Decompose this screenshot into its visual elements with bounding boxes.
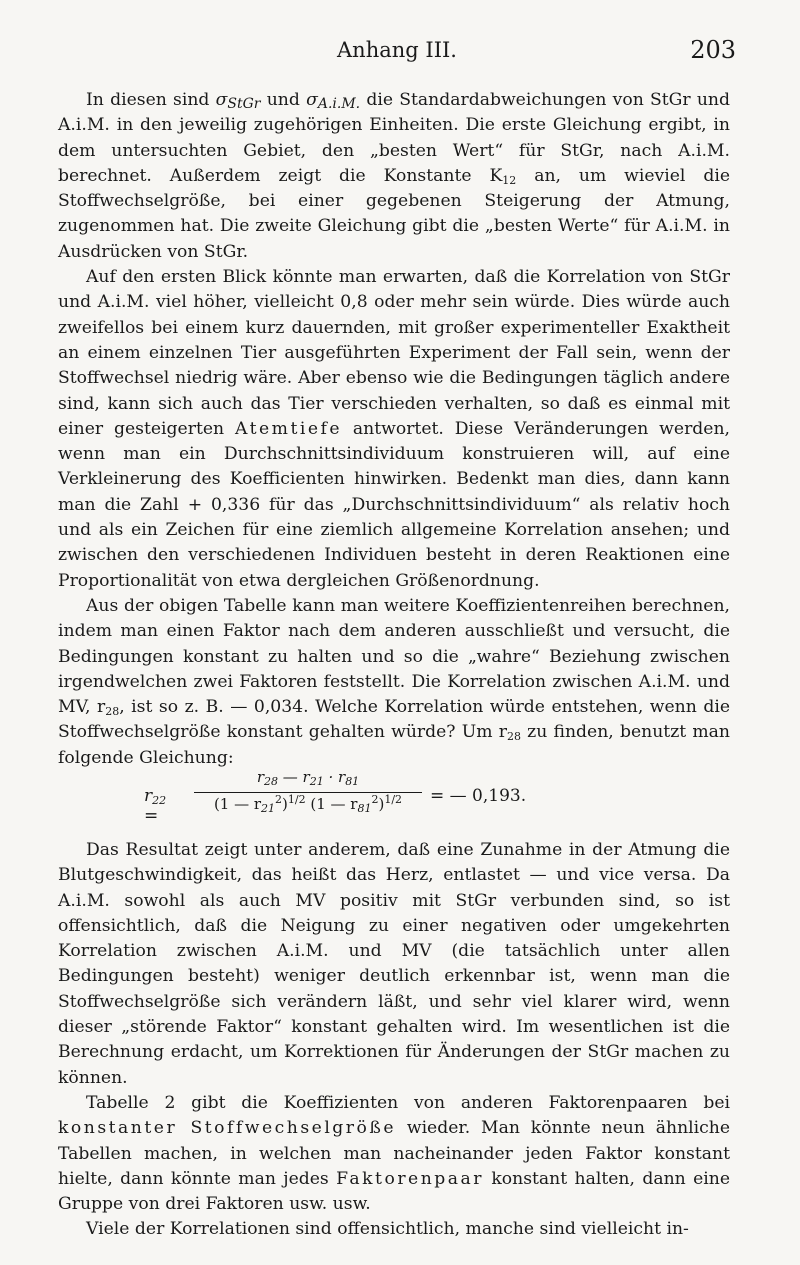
sigma-subscript: StGr (227, 96, 261, 112)
formula-symbol: · r (323, 768, 346, 786)
paragraph-6: Viele der Korrelationen sind offensichtlich, manche sind vielleicht in- (86, 1219, 689, 1240)
text-run: Tabelle 2 gibt die Koeffizienten von anderen Faktorenpaaren bei (86, 1092, 730, 1113)
text-run: In diesen sind (86, 90, 216, 110)
formula-superscript: 2 (275, 793, 283, 806)
paragraph-2 (58, 265, 730, 594)
text-run: antwortet. Diese Veränderungen werden, wenn man ein Durchschnittsindividuum konstruieren will, auf eine Verkleinerung des Koefficienten hinwirken. Bedenkt man dies, dann kann man die Zahl + 0,336 für das „Durchschnittsindividuum“ als relativ hoch und als ein Zeichen für eine ziemlich allgemeine Korrelation ansehen; und zwischen den verschiedenen Individuen besteht in deren Reaktionen eine Proportionalität von etwa dergleichen Größenordnung. (58, 418, 730, 591)
text-run: Auf den ersten Blick könnte man erwarten, daß die Korrelation von StGr und A.i.M. viel höher, vielleicht 0,8 oder mehr sein würde. Dies würde auch zweifellos bei einem kurz dauernden, mit großer experimenteller Exaktheit an einem einzelnen Tier ausgeführten Experiment der Fall sein, wenn der Stoffwechsel niedrig wäre. Aber ebenso wie die Bedingungen täglich andere sind, kann sich auch das Tier verschieden verhalten, so daß es einmal mit einer gesteigerten (58, 267, 730, 439)
constant-subscript: 12 (502, 173, 517, 187)
formula-denominator (192, 793, 424, 819)
formula-symbol: ) (378, 795, 385, 813)
formula-lhs (144, 786, 166, 826)
emphasis-spaced: Atemtiefe (234, 418, 343, 439)
formula-symbol: r (144, 786, 153, 806)
text-run: an, um wieviel die Stoffwechselgröße, bei einer gegebenen Steigerung der Atmung, zugenommen hat. Die zweite Gleichung gibt die „besten Werte“ für A.i.M. in Ausdrücken von StGr. (58, 165, 730, 262)
body-text-bottom (58, 838, 730, 1243)
formula-subscript: 28 (263, 775, 278, 788)
text-run: zu finden, benutzt man folgende Gleichung: (58, 722, 731, 768)
text-run: , ist so z. B. — 0,034. Welche Korrelation würde entstehen, wenn die Stoffwechselgröße konstant gehalten würde? Um r (58, 697, 730, 743)
sigma-symbol: σ (306, 90, 318, 110)
formula-superscript: 2 (371, 793, 379, 806)
sigma-subscript: A.i.M. (317, 96, 361, 112)
formula-result: = — 0,193. (430, 786, 527, 806)
sigma-symbol: σ (215, 90, 228, 110)
formula-symbol: r (256, 768, 264, 786)
text-run: und (260, 90, 307, 110)
running-title: Anhang III. (337, 38, 457, 62)
text-run: die Standardabweichungen von StGr und A.i.M. in den jeweilig zugehörigen Einheiten. Die erste Gleichung ergibt, in dem untersuchten Gebiet, den „besten Wert“ für StGr, nach A.i.M. berechnet. Außerdem zeigt die Konstante K (58, 90, 731, 186)
formula-exponent: 1/2 (287, 793, 306, 806)
r-subscript: 28 (105, 705, 120, 719)
formula-symbol: ) (282, 795, 288, 813)
formula-symbol: (1 — r (213, 795, 262, 813)
r-subscript: 28 (506, 730, 521, 744)
emphasis-spaced: Faktorenpaar (336, 1168, 484, 1189)
formula-exponent: 1/2 (384, 793, 403, 806)
body-text-top (58, 88, 730, 771)
formula-subscript: 22 (152, 794, 167, 807)
formula-symbol: (1 — r (305, 795, 358, 813)
paragraph-1 (58, 88, 730, 265)
paragraph-4: Das Resultat zeigt unter anderem, daß eine Zunahme in der Atmung die Blutgeschwindigkeit, das heißt das Herz, entlastet — und vice versa. Da A.i.M. sowohl als auch MV positiv mit StGr verbunden sind, so ist offensichtlich, daß die Neigung zu einer negativen oder umgekehrten Korrelation zwischen A.i.M. und MV (die tatsächlich unter allen Bedingungen besteht) weniger deutlich erkennbar ist, wenn man die Stoffwechselgröße sich verändern läßt, und sehr viel klarer wird, wenn dieser „störende Faktor“ konstant gehalten wird. Im wesentlichen ist die Berechnung erdacht, um Korrektionen für Änderungen der StGr machen zu können. (58, 840, 730, 1088)
paragraph-5 (58, 1091, 730, 1217)
formula-numerator (192, 768, 424, 792)
paragraph-3 (58, 594, 730, 771)
formula-subscript: 21 (261, 802, 276, 815)
page-header (58, 36, 736, 70)
formula-subscript: 81 (345, 775, 360, 788)
text-run: Aus der obigen Tabelle kann man weitere Koeffizientenreihen berechnen, indem man einen Faktor nach dem anderen ausschließt und versucht, die Bedingungen konstant zu halten und so die „wahre“ Beziehung zwischen irgendwelchen zwei Faktoren feststellt. Die Korrelation zwischen A.i.M. und MV, r (58, 595, 730, 718)
formula-subscript: 81 (357, 802, 372, 815)
formula-fraction (192, 768, 424, 819)
page-number: 203 (690, 36, 736, 64)
text-run: wieder. Man könnte neun ähnliche Tabellen machen, in welchen man nacheinander jeden Faktor konstant hielte, dann könnte man jedes (58, 1118, 730, 1189)
formula-symbol: — r (277, 768, 310, 786)
text-run: konstant halten, dann eine Gruppe von drei Faktoren usw. usw. (58, 1168, 731, 1215)
formula-subscript: 21 (309, 775, 324, 788)
emphasis-spaced: konstanter Stoffwechselgröße (58, 1118, 397, 1139)
equals-sign: = (144, 806, 159, 826)
